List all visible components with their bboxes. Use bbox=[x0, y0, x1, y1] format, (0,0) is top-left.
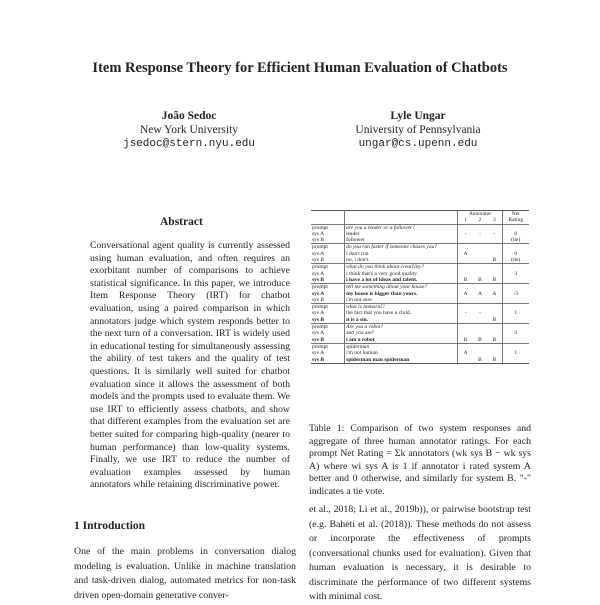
annotator-col: 1 bbox=[464, 217, 468, 224]
net-rating bbox=[502, 357, 529, 364]
annotator-vote bbox=[487, 244, 502, 251]
annotator-vote bbox=[458, 297, 473, 304]
annotator-vote: A bbox=[477, 290, 482, 297]
net-rating bbox=[502, 244, 529, 251]
prompt-text: do you run faster if someone chases you? bbox=[345, 244, 458, 251]
net-rating: 1 bbox=[502, 310, 529, 316]
response-text: spiderman man spiderman bbox=[345, 357, 458, 364]
row-label: sys A bbox=[311, 271, 345, 277]
annotator-vote bbox=[473, 244, 487, 251]
table-row bbox=[311, 244, 529, 251]
author-name: João Sedoc bbox=[161, 110, 217, 122]
table-row bbox=[311, 237, 529, 244]
rating-header: Rating bbox=[502, 217, 529, 224]
row-label: prompt bbox=[311, 264, 345, 271]
table-row bbox=[311, 324, 529, 331]
row-label: sys B bbox=[311, 297, 345, 304]
annotator-col: 2 bbox=[478, 217, 482, 224]
response-text: my house is bigger than yours. bbox=[345, 291, 458, 297]
annotator-vote: - bbox=[464, 230, 467, 237]
right-column-text: et al., 2018; Li et al., 2019b)), or pairwise bootstrap test (e.g. Baheti et al. (2018)). These methods do not assess or incorporate the effectiveness of prompts (conversational chunks used for evaluation). Given that human evaluation is necessary, it is desirable to discriminate the performance of two different systems with minimal cost. bbox=[309, 504, 531, 602]
table-row bbox=[311, 357, 529, 364]
prompt-text: what do you think about creativity? bbox=[345, 264, 458, 271]
row-label: sys B bbox=[311, 337, 345, 344]
annotator-vote bbox=[473, 237, 487, 244]
row-label: sys A bbox=[311, 330, 345, 336]
annotator-vote: B bbox=[492, 336, 497, 343]
annotator-vote bbox=[487, 224, 502, 231]
annotator-vote bbox=[487, 304, 502, 311]
annotator-vote: B bbox=[492, 316, 497, 323]
annotator-vote: B bbox=[478, 276, 482, 283]
response-text: no, i don't. bbox=[345, 257, 458, 264]
table-row bbox=[311, 277, 529, 284]
annotator-vote bbox=[487, 264, 502, 271]
annotator-vote bbox=[473, 324, 487, 331]
table-row bbox=[311, 264, 529, 271]
prompt-text: tell me something about your house? bbox=[345, 284, 458, 291]
row-label: prompt bbox=[311, 284, 345, 291]
response-text: follower bbox=[345, 237, 458, 244]
table-corner bbox=[345, 217, 458, 224]
author-email[interactable]: jsedoc@stern.nyu.edu bbox=[122, 138, 256, 150]
annotator-vote bbox=[458, 317, 473, 324]
table-row bbox=[311, 224, 529, 231]
annotator-vote: A bbox=[492, 290, 497, 297]
annotator-vote: B bbox=[487, 357, 502, 364]
annotator-vote bbox=[473, 317, 487, 324]
prompt-text: are you a leader or a follower? bbox=[345, 224, 458, 231]
row-label: sys A bbox=[311, 291, 345, 297]
net-rating bbox=[502, 284, 529, 291]
annotator-vote bbox=[487, 297, 502, 304]
annotator-vote: - bbox=[479, 230, 481, 237]
net-rating bbox=[502, 297, 529, 304]
row-label: prompt bbox=[311, 244, 345, 251]
net-rating: 0 bbox=[502, 251, 529, 257]
table-row bbox=[311, 297, 529, 304]
table-row bbox=[311, 257, 529, 264]
annotator-vote bbox=[458, 224, 473, 231]
table-corner bbox=[311, 211, 345, 218]
section-heading-introduction: 1 Introduction bbox=[74, 520, 146, 532]
table-row bbox=[311, 304, 529, 311]
prompt-text: Are you a robot? bbox=[345, 324, 458, 331]
net-rating bbox=[502, 304, 529, 311]
annotator-vote bbox=[473, 343, 487, 350]
annotator-vote: B bbox=[478, 336, 482, 343]
net-rating bbox=[502, 337, 529, 344]
response-text: and you are? bbox=[345, 330, 458, 336]
row-label: prompt bbox=[311, 304, 345, 311]
abstract-text: Conversational agent quality is currently assessed using human evaluation, and often requires an exorbitant number of comparisons to achieve statistical significance. In this paper, we introduce Item Response Theory (IRT) for chatbot evaluation, using a paired comparison in which annotators judge which system responds better to the next turn of a conversation. IRT is widely used in educational testing for simultaneously assessing the ability of test takers and the quality of test questions. It is similarly well suited for chatbot evaluation since it allows the assessment of both models and the prompts used to evaluate them. We use IRT to efficiently assess chatbots, and show that different examples from the evaluation set are better suited for comparing high-quality (nearer to human performance) than low-quality systems. Finally, we use IRT to reduce the number of evaluation examples assessed by human annotators while retaining discriminative power. bbox=[90, 240, 290, 491]
annotator-vote: - bbox=[479, 310, 481, 317]
author-1 bbox=[79, 109, 299, 151]
annotator-vote: B bbox=[463, 276, 468, 283]
annotator-vote bbox=[458, 284, 473, 291]
annotator-vote bbox=[458, 237, 473, 244]
author-2 bbox=[308, 109, 528, 151]
net-rating: (tie) bbox=[502, 257, 529, 264]
row-label: sys B bbox=[311, 237, 345, 244]
response-text: the fact that you have a child. bbox=[345, 310, 458, 316]
response-text: i am a robot bbox=[345, 337, 458, 344]
net-rating: 3 bbox=[502, 271, 529, 277]
annotator-vote bbox=[458, 324, 473, 331]
response-text: i have a lot of ideas and talent. bbox=[345, 277, 458, 284]
annotator-vote: B bbox=[492, 257, 497, 264]
author-name: Lyle Ungar bbox=[390, 110, 446, 122]
annotator-vote bbox=[487, 284, 502, 291]
annotator-vote bbox=[473, 224, 487, 231]
annotator-vote: B bbox=[473, 357, 487, 364]
net-rating: 1 bbox=[502, 350, 529, 356]
net-rating: 3 bbox=[502, 330, 529, 336]
annotator-vote: B bbox=[492, 276, 497, 283]
table-row bbox=[311, 317, 529, 324]
response-text: leader bbox=[345, 231, 458, 237]
net-rating bbox=[502, 264, 529, 271]
row-label: sys B bbox=[311, 257, 345, 264]
annotator-col: 3 bbox=[492, 217, 496, 224]
annotator-vote: - bbox=[493, 230, 496, 237]
annotator-vote bbox=[458, 343, 473, 350]
table-corner bbox=[311, 217, 345, 224]
row-label: sys A bbox=[311, 350, 345, 356]
annotator-vote bbox=[487, 324, 502, 331]
author-affiliation: University of Pennsylvania bbox=[355, 124, 481, 136]
response-text: i don't run bbox=[345, 251, 458, 257]
annotator-vote bbox=[458, 264, 473, 271]
annotator-vote bbox=[487, 237, 502, 244]
annotator-vote bbox=[487, 343, 502, 350]
table-row bbox=[311, 343, 529, 350]
net-rating bbox=[502, 224, 529, 231]
annotator-vote bbox=[458, 304, 473, 311]
annotator-vote: - bbox=[464, 310, 467, 317]
paper-title: Item Response Theory for Efficient Human Evaluation of Chatbots bbox=[92, 60, 508, 76]
annotator-vote bbox=[473, 304, 487, 311]
row-label: sys A bbox=[311, 231, 345, 237]
response-text: i'm not human bbox=[345, 350, 458, 356]
author-email[interactable]: ungar@cs.upenn.edu bbox=[358, 138, 478, 150]
annotator-vote bbox=[458, 357, 473, 364]
prompt-text: what is immoral? bbox=[345, 304, 458, 311]
annotator-vote bbox=[473, 297, 487, 304]
author-affiliation: New York University bbox=[139, 124, 239, 136]
net-rating: (tie) bbox=[502, 237, 529, 244]
net-rating bbox=[502, 277, 529, 284]
row-label: prompt bbox=[311, 324, 345, 331]
response-text: it is a sin. bbox=[345, 317, 458, 324]
row-label: prompt bbox=[311, 343, 345, 350]
table-row bbox=[311, 284, 529, 291]
introduction-text: One of the main problems in conversation dialog modeling is evaluation. Unlike in machine translation and task-driven dialog, automated metrics for non-task driven open-domain generative conver- bbox=[74, 546, 296, 601]
annotator-vote bbox=[473, 264, 487, 271]
net-rating bbox=[502, 324, 529, 331]
annotator-vote: B bbox=[463, 336, 468, 343]
row-label: prompt bbox=[311, 224, 345, 231]
annotator-vote bbox=[473, 284, 487, 291]
annotator-vote bbox=[458, 244, 473, 251]
annotator-vote: A bbox=[463, 290, 468, 297]
annotator-header: Annotator bbox=[458, 211, 502, 218]
response-text: i think that's a very good quality. bbox=[345, 271, 458, 277]
table-corner bbox=[345, 211, 458, 218]
net-header: Net bbox=[502, 211, 529, 218]
net-rating: 0 bbox=[502, 231, 529, 237]
annotator-vote: A bbox=[463, 250, 468, 257]
comparison-table bbox=[311, 210, 529, 364]
prompt-text: spiderman bbox=[345, 343, 458, 350]
annotator-vote: A bbox=[463, 350, 468, 357]
annotator-vote bbox=[458, 257, 473, 264]
row-label: sys A bbox=[311, 251, 345, 257]
table-row bbox=[311, 337, 529, 344]
response-text: i'm not sure bbox=[345, 297, 458, 304]
row-label: sys B bbox=[311, 277, 345, 284]
row-label: sys A bbox=[311, 310, 345, 316]
row-label: sys B bbox=[311, 317, 345, 324]
row-label: sys B bbox=[311, 357, 345, 364]
net-rating: -3 bbox=[502, 291, 529, 297]
net-rating bbox=[502, 317, 529, 324]
net-rating bbox=[502, 343, 529, 350]
annotator-vote bbox=[473, 257, 487, 264]
abstract-heading: Abstract bbox=[160, 216, 203, 228]
table-caption: Table 1: Comparison of two system responses and aggregate of three human annotator ratings. For each prompt Net Rating = Σk annotators (wk sys B − wk sys A) where wi sys A is 1 if annotator i rated system A better and 0 otherwise, and similarly for system B. "-" indicates a tie vote. bbox=[309, 423, 531, 497]
